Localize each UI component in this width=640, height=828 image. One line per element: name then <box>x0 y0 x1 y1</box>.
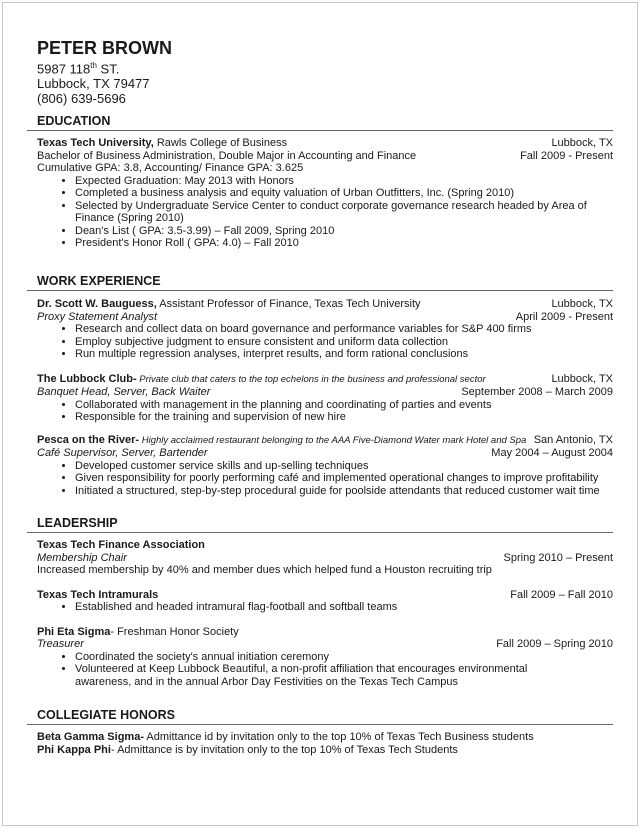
list-item: • Expected Graduation: May 2013 with Honors <box>75 175 613 188</box>
street-number: 5987 118 <box>37 61 91 77</box>
honor-description: - Admittance is by invitation only to the top 10% of Texas Tech Students <box>110 743 458 756</box>
list-item: • Established and headed intramural flag-football and softball teams <box>75 601 613 614</box>
description: Increased membership by 40% and member dues which helped fund a Houston recruiting trip <box>37 564 492 576</box>
candidate-name: PETER BROWN <box>37 38 172 58</box>
job-location: San Antonio, TX <box>533 433 613 446</box>
section-title-collegiate-honors: COLLEGIATE HONORS <box>37 708 175 722</box>
section-title-leadership: LEADERSHIP <box>37 516 118 530</box>
employer: The Lubbock Club- <box>37 372 137 385</box>
job-title: Proxy Statement Analyst <box>37 310 158 323</box>
job-dates: April 2009 - Present <box>515 310 613 323</box>
list-item: • Developed customer service skills and up-selling techniques <box>75 460 613 473</box>
gpa-line: Cumulative GPA: 3.8, Accounting/ Finance GPA: 3.625 <box>37 162 304 174</box>
city-state-zip: Lubbock, TX 79477 <box>37 76 150 92</box>
honor-name: Phi Kappa Phi <box>37 743 111 756</box>
employer: Dr. Scott W. Bauguess, <box>37 298 157 310</box>
honor-name: Beta Gamma Sigma- <box>37 731 144 743</box>
job-title: Banquet Head, Server, Back Waiter <box>37 386 211 398</box>
ordinal-suffix: th <box>90 61 97 70</box>
list-item: • Run multiple regression analyses, interpret results, and form rational conclusions <box>75 348 613 361</box>
organization: Phi Eta Sigma <box>37 625 111 638</box>
list-item: • President's Honor Roll ( GPA: 4.0) – Fall 2010 <box>75 237 613 250</box>
employer: Pesca on the River- <box>37 433 140 446</box>
list-item: • Employ subjective judgment to ensure consistent and uniform data collection <box>75 336 613 349</box>
school-name: Texas Tech University, <box>37 137 154 149</box>
role: Treasurer <box>37 638 84 650</box>
degree: Bachelor of Business Administration, Double Major in Accounting and Finance <box>37 149 417 162</box>
college-name: Rawls College of Business <box>153 137 288 149</box>
list-item: • Selected by Undergraduate Service Center to conduct corporate governance research headed by Area of Finance (Spring 2010) <box>75 200 613 225</box>
organization: Texas Tech Finance Association <box>37 539 205 551</box>
job-entry <box>37 434 613 498</box>
organization-description: - Freshman Honor Society <box>110 625 239 638</box>
dates: Fall 2009 – Fall 2010 <box>510 588 613 601</box>
job-location: Lubbock, TX <box>551 298 613 310</box>
organization: Texas Tech Intramurals <box>37 588 159 601</box>
list-item: • Responsible for the training and supervision of new hire <box>75 411 613 424</box>
leadership-entry <box>37 626 613 689</box>
list-item: • Coordinated the society's annual initiation ceremony <box>75 651 613 664</box>
work-section <box>37 298 613 497</box>
street-name: ST. <box>96 61 120 77</box>
job-entry <box>37 373 613 424</box>
education-section <box>37 137 613 250</box>
street-address <box>37 58 613 76</box>
employer-description: Private club that caters to the top echelons in the business and professional sector <box>136 373 486 385</box>
honors-section <box>37 731 613 756</box>
section-divider <box>27 130 613 131</box>
list-item: • Dean's List ( GPA: 3.5-3.99) – Fall 2009, Spring 2010 <box>75 225 613 238</box>
section-title-work-experience: WORK EXPERIENCE <box>37 274 161 288</box>
leadership-section <box>37 539 613 688</box>
job-dates: May 2004 – August 2004 <box>491 447 613 459</box>
job-title: Café Supervisor, Server, Bartender <box>37 447 208 459</box>
list-item: • Initiated a structured, step-by-step procedural guide for poolside attendants that reduced customer wait time <box>75 485 613 498</box>
school-line <box>37 137 613 150</box>
list-item: • Research and collect data on board governance and performance variables for S&P 400 firms <box>75 323 613 336</box>
section-divider <box>27 532 613 533</box>
contact-header <box>37 38 613 106</box>
honor-item <box>37 731 613 744</box>
list-item: • Collaborated with management in the planning and coordinating of parties and events <box>75 399 613 412</box>
leadership-entry <box>37 539 613 577</box>
role: Membership Chair <box>37 551 127 564</box>
section-divider <box>27 290 613 291</box>
section-divider <box>27 724 613 725</box>
list-item: • Volunteered at Keep Lubbock Beautiful, a non-profit affiliation that encourages environmental awareness, and in the annual Arbor Day Festivities on the Texas Tech Campus <box>75 663 613 688</box>
employer-description: Assistant Professor of Finance, Texas Tech University <box>156 298 421 310</box>
job-entry <box>37 298 613 361</box>
list-item: • Given responsibility for poorly performing café and implemented operational changes to improve profitability <box>75 472 613 485</box>
section-title-education: EDUCATION <box>37 114 111 128</box>
degree-dates: Fall 2009 - Present <box>520 149 613 162</box>
honor-item <box>37 744 613 757</box>
school-location: Lubbock, TX <box>551 137 613 149</box>
job-dates: September 2008 – March 2009 <box>461 386 613 398</box>
list-item: • Completed a business analysis and equity valuation of Urban Outfitters, Inc. (Spring 2010) <box>75 187 613 200</box>
leadership-entry <box>37 589 613 614</box>
employer-description: Highly acclaimed restaurant belonging to the AAA Five-Diamond Water mark Hotel and Spa <box>139 434 527 446</box>
job-location: Lubbock, TX <box>551 372 613 385</box>
degree-line <box>37 150 613 163</box>
honor-description: Admittance id by invitation only to the top 10% of Texas Tech Business students <box>143 731 534 743</box>
dates: Fall 2009 – Spring 2010 <box>496 638 613 650</box>
education-bullets <box>37 175 613 250</box>
phone-number: (806) 639-5696 <box>37 91 126 107</box>
dates: Spring 2010 – Present <box>503 551 613 564</box>
